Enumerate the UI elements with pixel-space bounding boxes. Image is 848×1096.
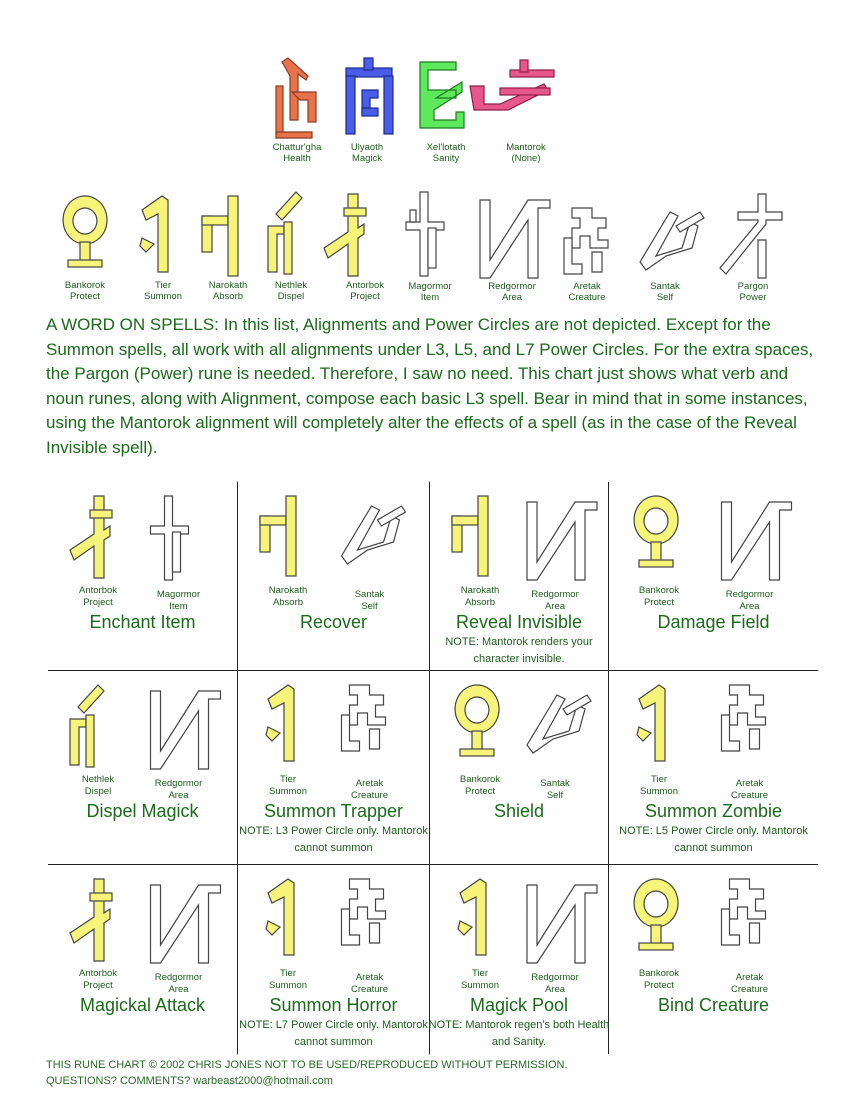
spell-noun-meaning: Creature — [351, 984, 388, 995]
spell-verb-rune-icon — [634, 496, 678, 567]
spell-verb-meaning: Absorb — [272, 597, 304, 608]
spell-note: NOTE: L3 Power Circle only. Mantorok cannot summon — [239, 825, 428, 854]
spell-noun-meaning: Creature — [731, 790, 768, 801]
spell-verb-name: Tier — [650, 774, 667, 785]
spell-noun-rune-icon — [151, 496, 189, 580]
spell-title: Enchant Item — [89, 612, 196, 632]
rune-meaning: Absorb — [212, 291, 244, 302]
rune-meaning: Power — [739, 292, 767, 303]
spell-noun-rune-icon — [527, 502, 597, 580]
spell-noun-rune-icon — [722, 685, 766, 751]
rune-name: Narokath — [208, 280, 248, 291]
spell-noun-meaning: Area — [739, 601, 760, 612]
spell-verb-name: Antorbok — [78, 968, 118, 979]
rune-name: Bankorok — [64, 280, 106, 291]
spell-noun-name: Redgormor — [531, 972, 579, 983]
spell-verb-rune-icon — [634, 879, 678, 950]
spell-title: Summon Zombie — [644, 801, 783, 821]
spell-title: Summon Trapper — [263, 801, 404, 821]
spell-note: NOTE: Mantorok renders your character invisible. — [445, 636, 593, 665]
spell-verb-rune-icon — [458, 879, 486, 955]
rune-meaning: Item — [420, 292, 440, 303]
rune-name: Nethlek — [274, 280, 308, 291]
spell-verb-name: Antorbok — [78, 585, 118, 596]
rune-name: Magormor — [408, 281, 452, 292]
spell-noun-rune-icon — [722, 502, 792, 580]
spell-note: NOTE: L7 Power Circle only. Mantorok cannot summon — [239, 1019, 428, 1048]
spell-noun-meaning: Area — [544, 984, 566, 995]
spell-verb-meaning: Protect — [464, 786, 496, 797]
spell-note: NOTE: L5 Power Circle only. Mantorok cannot summon — [619, 825, 808, 854]
spell-verb-name: Tier — [279, 968, 296, 979]
alignment-name: Chattur'gha — [272, 142, 322, 153]
spell-noun-meaning: Area — [544, 601, 566, 612]
spell-noun-name: Aretak — [735, 972, 764, 983]
spell-verb-name: Narokath — [460, 585, 500, 596]
spell-noun-meaning: Self — [546, 790, 564, 801]
spell-verb-name: Bankorok — [459, 774, 501, 785]
spell-verb-meaning: Protect — [643, 980, 675, 991]
spell-title: Summon Horror — [269, 995, 398, 1015]
spell-noun-name: Aretak — [355, 972, 384, 983]
rune-name: Antorbok — [345, 280, 385, 291]
rune-meaning: Creature — [568, 292, 606, 303]
rune-meaning: Protect — [69, 291, 101, 302]
alignment-name: Ulyaoth — [350, 142, 384, 153]
spell-noun-rune-icon — [342, 879, 386, 945]
spell-noun-rune-icon — [151, 691, 221, 769]
spell-verb-meaning: Project — [83, 597, 113, 608]
word-on-spells-paragraph: A WORD ON SPELLS: In this list, Alignments and Power Circles are not depicted. Except for the Summon spells, all work with all alignments under L3, L5, and L7 Power Circles. For the extra spaces, the Pargon (Power) rune is needed. Therefore, I saw no need. This chart just shows what verb and noun runes, along with Alignment, compose each basic L3 spell. Bear in mind that in some instances, using the Mantorok alignment will completely alter the effects of a spell (as in the case of the Reveal Invisible spell). — [46, 315, 814, 457]
spell-noun-rune-icon — [722, 879, 766, 945]
spell-noun-name: Aretak — [355, 778, 384, 789]
spell-noun-name: Redgormor — [154, 972, 203, 983]
spell-verb-rune-icon — [637, 685, 665, 761]
spell-verb-meaning: Summon — [460, 980, 499, 991]
alignment-meaning: (None) — [511, 153, 541, 164]
spell-verb-rune-icon — [260, 496, 296, 576]
spell-verb-meaning: Summon — [268, 786, 307, 797]
spell-verb-rune-icon — [70, 496, 112, 578]
spell-noun-meaning: Item — [169, 601, 188, 612]
alignment-meaning: Magick — [351, 153, 383, 164]
spell-noun-rune-icon — [342, 685, 386, 751]
spell-noun-name: Magormor — [156, 589, 201, 600]
rune-meaning: Self — [656, 292, 674, 303]
spell-verb-meaning: Summon — [639, 786, 678, 797]
spell-noun-name: Santak — [354, 589, 385, 600]
contact-line: QUESTIONS? COMMENTS? warbeast2000@hotmail.com — [46, 1075, 333, 1087]
spell-title: Shield — [493, 801, 545, 821]
spell-noun-meaning: Creature — [731, 984, 768, 995]
spell-title: Magickal Attack — [79, 995, 206, 1015]
rune-name: Pargon — [737, 281, 769, 292]
alignment-name: Xel'lotath — [426, 142, 466, 153]
spell-verb-name: Nethlek — [81, 774, 115, 785]
rune-name: Redgormor — [488, 281, 536, 292]
copyright-line: THIS RUNE CHART © 2002 CHRIS JONES NOT TO BE USED/REPRODUCED WITHOUT PERMISSION. — [46, 1059, 568, 1071]
spell-verb-rune-icon — [70, 685, 104, 767]
rune-meaning: Project — [350, 291, 380, 302]
spell-note: NOTE: Mantorok regen's both Health and Sanity. — [428, 1019, 610, 1048]
spell-verb-name: Bankorok — [638, 968, 680, 979]
spell-noun-rune-icon — [527, 885, 597, 963]
alignment-meaning: Health — [283, 153, 311, 164]
spell-noun-rune-icon — [342, 506, 406, 564]
spell-noun-name: Redgormor — [154, 778, 203, 789]
rune-meaning: Summon — [143, 291, 182, 302]
spell-title: Reveal Invisible — [455, 612, 583, 632]
alignment-meaning: Sanity — [432, 153, 460, 164]
spell-verb-name: Narokath — [268, 585, 308, 596]
spell-verb-rune-icon — [455, 685, 499, 756]
spell-title: Recover — [299, 612, 368, 632]
rune-meaning: Dispel — [277, 291, 305, 302]
spell-title: Bind Creature — [657, 995, 770, 1015]
rune-name: Santak — [650, 281, 680, 292]
spell-verb-meaning: Dispel — [84, 786, 112, 797]
spell-noun-name: Aretak — [735, 778, 764, 789]
spell-verb-rune-icon — [266, 685, 294, 761]
alignment-name: Mantorok — [506, 142, 546, 153]
spell-title: Damage Field — [657, 612, 770, 632]
spell-noun-name: Redgormor — [725, 589, 774, 600]
spell-noun-name: Redgormor — [531, 589, 579, 600]
spell-verb-meaning: Absorb — [464, 597, 496, 608]
spell-verb-meaning: Summon — [268, 980, 307, 991]
rune-name: Aretak — [573, 281, 601, 292]
spell-noun-meaning: Self — [361, 601, 378, 612]
spell-noun-meaning: Area — [168, 984, 189, 995]
spell-verb-name: Tier — [471, 968, 488, 979]
rune-meaning: Area — [501, 292, 523, 303]
spell-verb-name: Bankorok — [638, 585, 680, 596]
spell-noun-meaning: Area — [168, 790, 189, 801]
spell-verb-name: Tier — [279, 774, 296, 785]
spell-title: Magick Pool — [469, 995, 569, 1015]
spell-noun-name: Santak — [540, 778, 570, 789]
spell-noun-rune-icon — [527, 695, 591, 753]
rune-name: Tier — [154, 280, 171, 291]
spell-verb-meaning: Project — [83, 980, 113, 991]
spell-verb-meaning: Protect — [643, 597, 675, 608]
spell-verb-rune-icon — [452, 496, 488, 576]
spell-noun-rune-icon — [151, 885, 221, 963]
spell-verb-rune-icon — [70, 879, 112, 961]
spell-noun-meaning: Creature — [351, 790, 388, 801]
spell-verb-rune-icon — [266, 879, 294, 955]
spell-title: Dispel Magick — [86, 801, 199, 821]
